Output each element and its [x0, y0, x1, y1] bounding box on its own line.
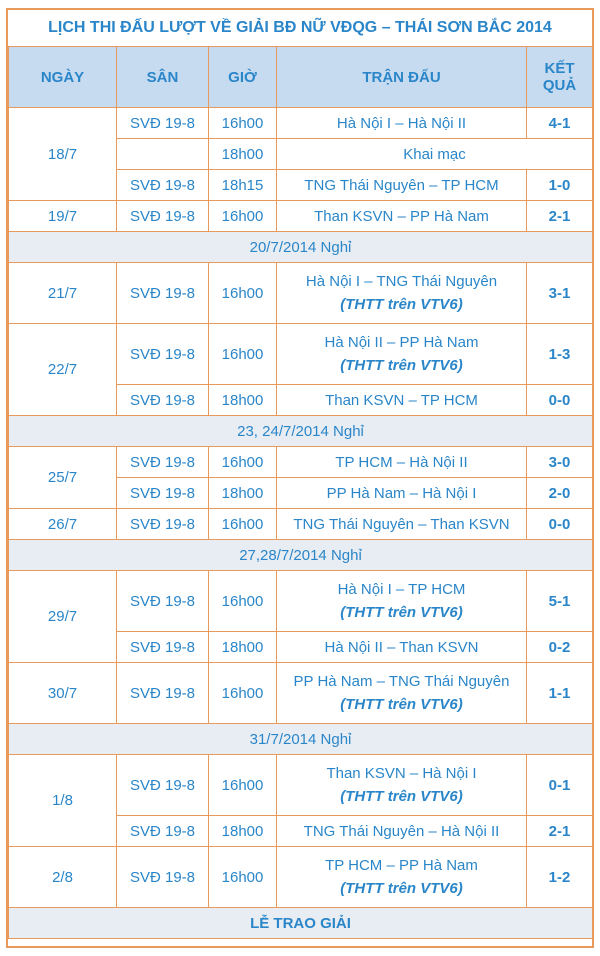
- table-row: [9, 201, 593, 232]
- result-cell: 3-1: [527, 263, 593, 324]
- date-cell: 26/7: [9, 509, 117, 540]
- time-cell: 18h00: [209, 632, 277, 663]
- time-cell: 16h00: [209, 571, 277, 632]
- time-cell: 18h00: [209, 139, 277, 170]
- result-cell: 1-1: [527, 663, 593, 724]
- match-cell: Hà Nội II – Than KSVN: [277, 632, 527, 663]
- date-cell: 18/7: [9, 108, 117, 201]
- rest-day-label: 27,28/7/2014 Nghỉ: [9, 540, 593, 571]
- table-row: [9, 324, 593, 385]
- result-cell: 1-3: [527, 324, 593, 385]
- match-cell: [277, 324, 527, 385]
- match-cell: Khai mạc: [277, 139, 593, 170]
- match-label: Than KSVN – Hà Nội I: [326, 765, 477, 782]
- match-cell: TNG Thái Nguyên – TP HCM: [277, 170, 527, 201]
- table-row: [9, 108, 593, 139]
- date-cell: 22/7: [9, 324, 117, 416]
- result-cell: 0-2: [527, 632, 593, 663]
- schedule-table-frame: [6, 8, 594, 948]
- header-match: TRẬN ĐẤU: [277, 47, 527, 108]
- result-cell: 2-1: [527, 201, 593, 232]
- date-cell: 2/8: [9, 847, 117, 908]
- rest-day-row: [9, 416, 593, 447]
- time-cell: 16h00: [209, 108, 277, 139]
- table-row: [9, 571, 593, 632]
- venue-cell: SVĐ 19-8: [117, 571, 209, 632]
- rest-day-label: 31/7/2014 Nghỉ: [9, 724, 593, 755]
- broadcast-note: (THTT trên VTV6): [340, 880, 463, 897]
- result-cell: 0-0: [527, 509, 593, 540]
- match-cell: PP Hà Nam – Hà Nội I: [277, 478, 527, 509]
- time-cell: 16h00: [209, 324, 277, 385]
- venue-cell: SVĐ 19-8: [117, 447, 209, 478]
- rest-day-row: [9, 540, 593, 571]
- table-row: [9, 847, 593, 908]
- broadcast-note: (THTT trên VTV6): [340, 696, 463, 713]
- result-cell: 1-2: [527, 847, 593, 908]
- result-cell: 0-0: [527, 385, 593, 416]
- match-cell: TP HCM – Hà Nội II: [277, 447, 527, 478]
- table-row: [9, 263, 593, 324]
- table-row: [9, 447, 593, 478]
- time-cell: 16h00: [209, 447, 277, 478]
- date-cell: 19/7: [9, 201, 117, 232]
- time-cell: 16h00: [209, 755, 277, 816]
- venue-cell: SVĐ 19-8: [117, 755, 209, 816]
- time-cell: 16h00: [209, 509, 277, 540]
- match-cell: Than KSVN – PP Hà Nam: [277, 201, 527, 232]
- match-label: Hà Nội I – TP HCM: [337, 581, 466, 598]
- result-cell: 4-1: [527, 108, 593, 139]
- ceremony-label: LỄ TRAO GIẢI: [9, 908, 593, 939]
- match-cell: [277, 755, 527, 816]
- result-cell: 2-1: [527, 816, 593, 847]
- result-cell: 5-1: [527, 571, 593, 632]
- match-cell: [277, 663, 527, 724]
- time-cell: 18h00: [209, 385, 277, 416]
- table-row: [9, 663, 593, 724]
- schedule-title: LỊCH THI ĐẤU LƯỢT VỀ GIẢI BĐ NỮ VĐQG – THÁI SƠN BẮC 2014: [8, 10, 592, 46]
- venue-cell: SVĐ 19-8: [117, 385, 209, 416]
- match-cell: Than KSVN – TP HCM: [277, 385, 527, 416]
- header-date: NGÀY: [9, 47, 117, 108]
- venue-cell: SVĐ 19-8: [117, 663, 209, 724]
- match-cell: [277, 847, 527, 908]
- rest-day-row: [9, 724, 593, 755]
- header-result: KẾT QUẢ: [527, 47, 593, 108]
- date-cell: 30/7: [9, 663, 117, 724]
- match-cell: [277, 571, 527, 632]
- result-cell: 0-1: [527, 755, 593, 816]
- rest-day-label: 23, 24/7/2014 Nghỉ: [9, 416, 593, 447]
- ceremony-row: [9, 908, 593, 939]
- venue-cell: SVĐ 19-8: [117, 847, 209, 908]
- table-row: [9, 755, 593, 816]
- date-cell: 1/8: [9, 755, 117, 847]
- venue-cell: SVĐ 19-8: [117, 816, 209, 847]
- time-cell: 18h00: [209, 478, 277, 509]
- venue-cell: SVĐ 19-8: [117, 263, 209, 324]
- venue-cell: SVĐ 19-8: [117, 509, 209, 540]
- venue-cell: SVĐ 19-8: [117, 324, 209, 385]
- venue-cell: SVĐ 19-8: [117, 632, 209, 663]
- venue-cell: SVĐ 19-8: [117, 201, 209, 232]
- date-cell: 29/7: [9, 571, 117, 663]
- result-cell: 2-0: [527, 478, 593, 509]
- date-cell: 21/7: [9, 263, 117, 324]
- match-label: Hà Nội I – TNG Thái Nguyên: [305, 273, 498, 290]
- venue-cell: [117, 139, 209, 170]
- broadcast-note: (THTT trên VTV6): [340, 296, 463, 313]
- time-cell: 16h00: [209, 847, 277, 908]
- match-label: TP HCM – PP Hà Nam: [325, 857, 478, 874]
- match-cell: [277, 263, 527, 324]
- broadcast-note: (THTT trên VTV6): [340, 604, 463, 621]
- header-row: [9, 47, 593, 108]
- match-cell: Hà Nội I – Hà Nội II: [277, 108, 527, 139]
- match-label: PP Hà Nam – TNG Thái Nguyên: [293, 673, 510, 690]
- match-label: Hà Nội II – PP Hà Nam: [324, 334, 479, 351]
- broadcast-note: (THTT trên VTV6): [340, 357, 463, 374]
- venue-cell: SVĐ 19-8: [117, 170, 209, 201]
- date-cell: 25/7: [9, 447, 117, 509]
- result-cell: 3-0: [527, 447, 593, 478]
- table-row: [9, 509, 593, 540]
- venue-cell: SVĐ 19-8: [117, 108, 209, 139]
- match-cell: TNG Thái Nguyên – Hà Nội II: [277, 816, 527, 847]
- time-cell: 18h15: [209, 170, 277, 201]
- time-cell: 16h00: [209, 263, 277, 324]
- header-venue: SÂN: [117, 47, 209, 108]
- venue-cell: SVĐ 19-8: [117, 478, 209, 509]
- result-cell: 1-0: [527, 170, 593, 201]
- schedule-table: [8, 46, 593, 939]
- time-cell: 16h00: [209, 201, 277, 232]
- broadcast-note: (THTT trên VTV6): [340, 788, 463, 805]
- match-cell: TNG Thái Nguyên – Than KSVN: [277, 509, 527, 540]
- header-time: GIỜ: [209, 47, 277, 108]
- time-cell: 18h00: [209, 816, 277, 847]
- time-cell: 16h00: [209, 663, 277, 724]
- rest-day-row: [9, 232, 593, 263]
- rest-day-label: 20/7/2014 Nghỉ: [9, 232, 593, 263]
